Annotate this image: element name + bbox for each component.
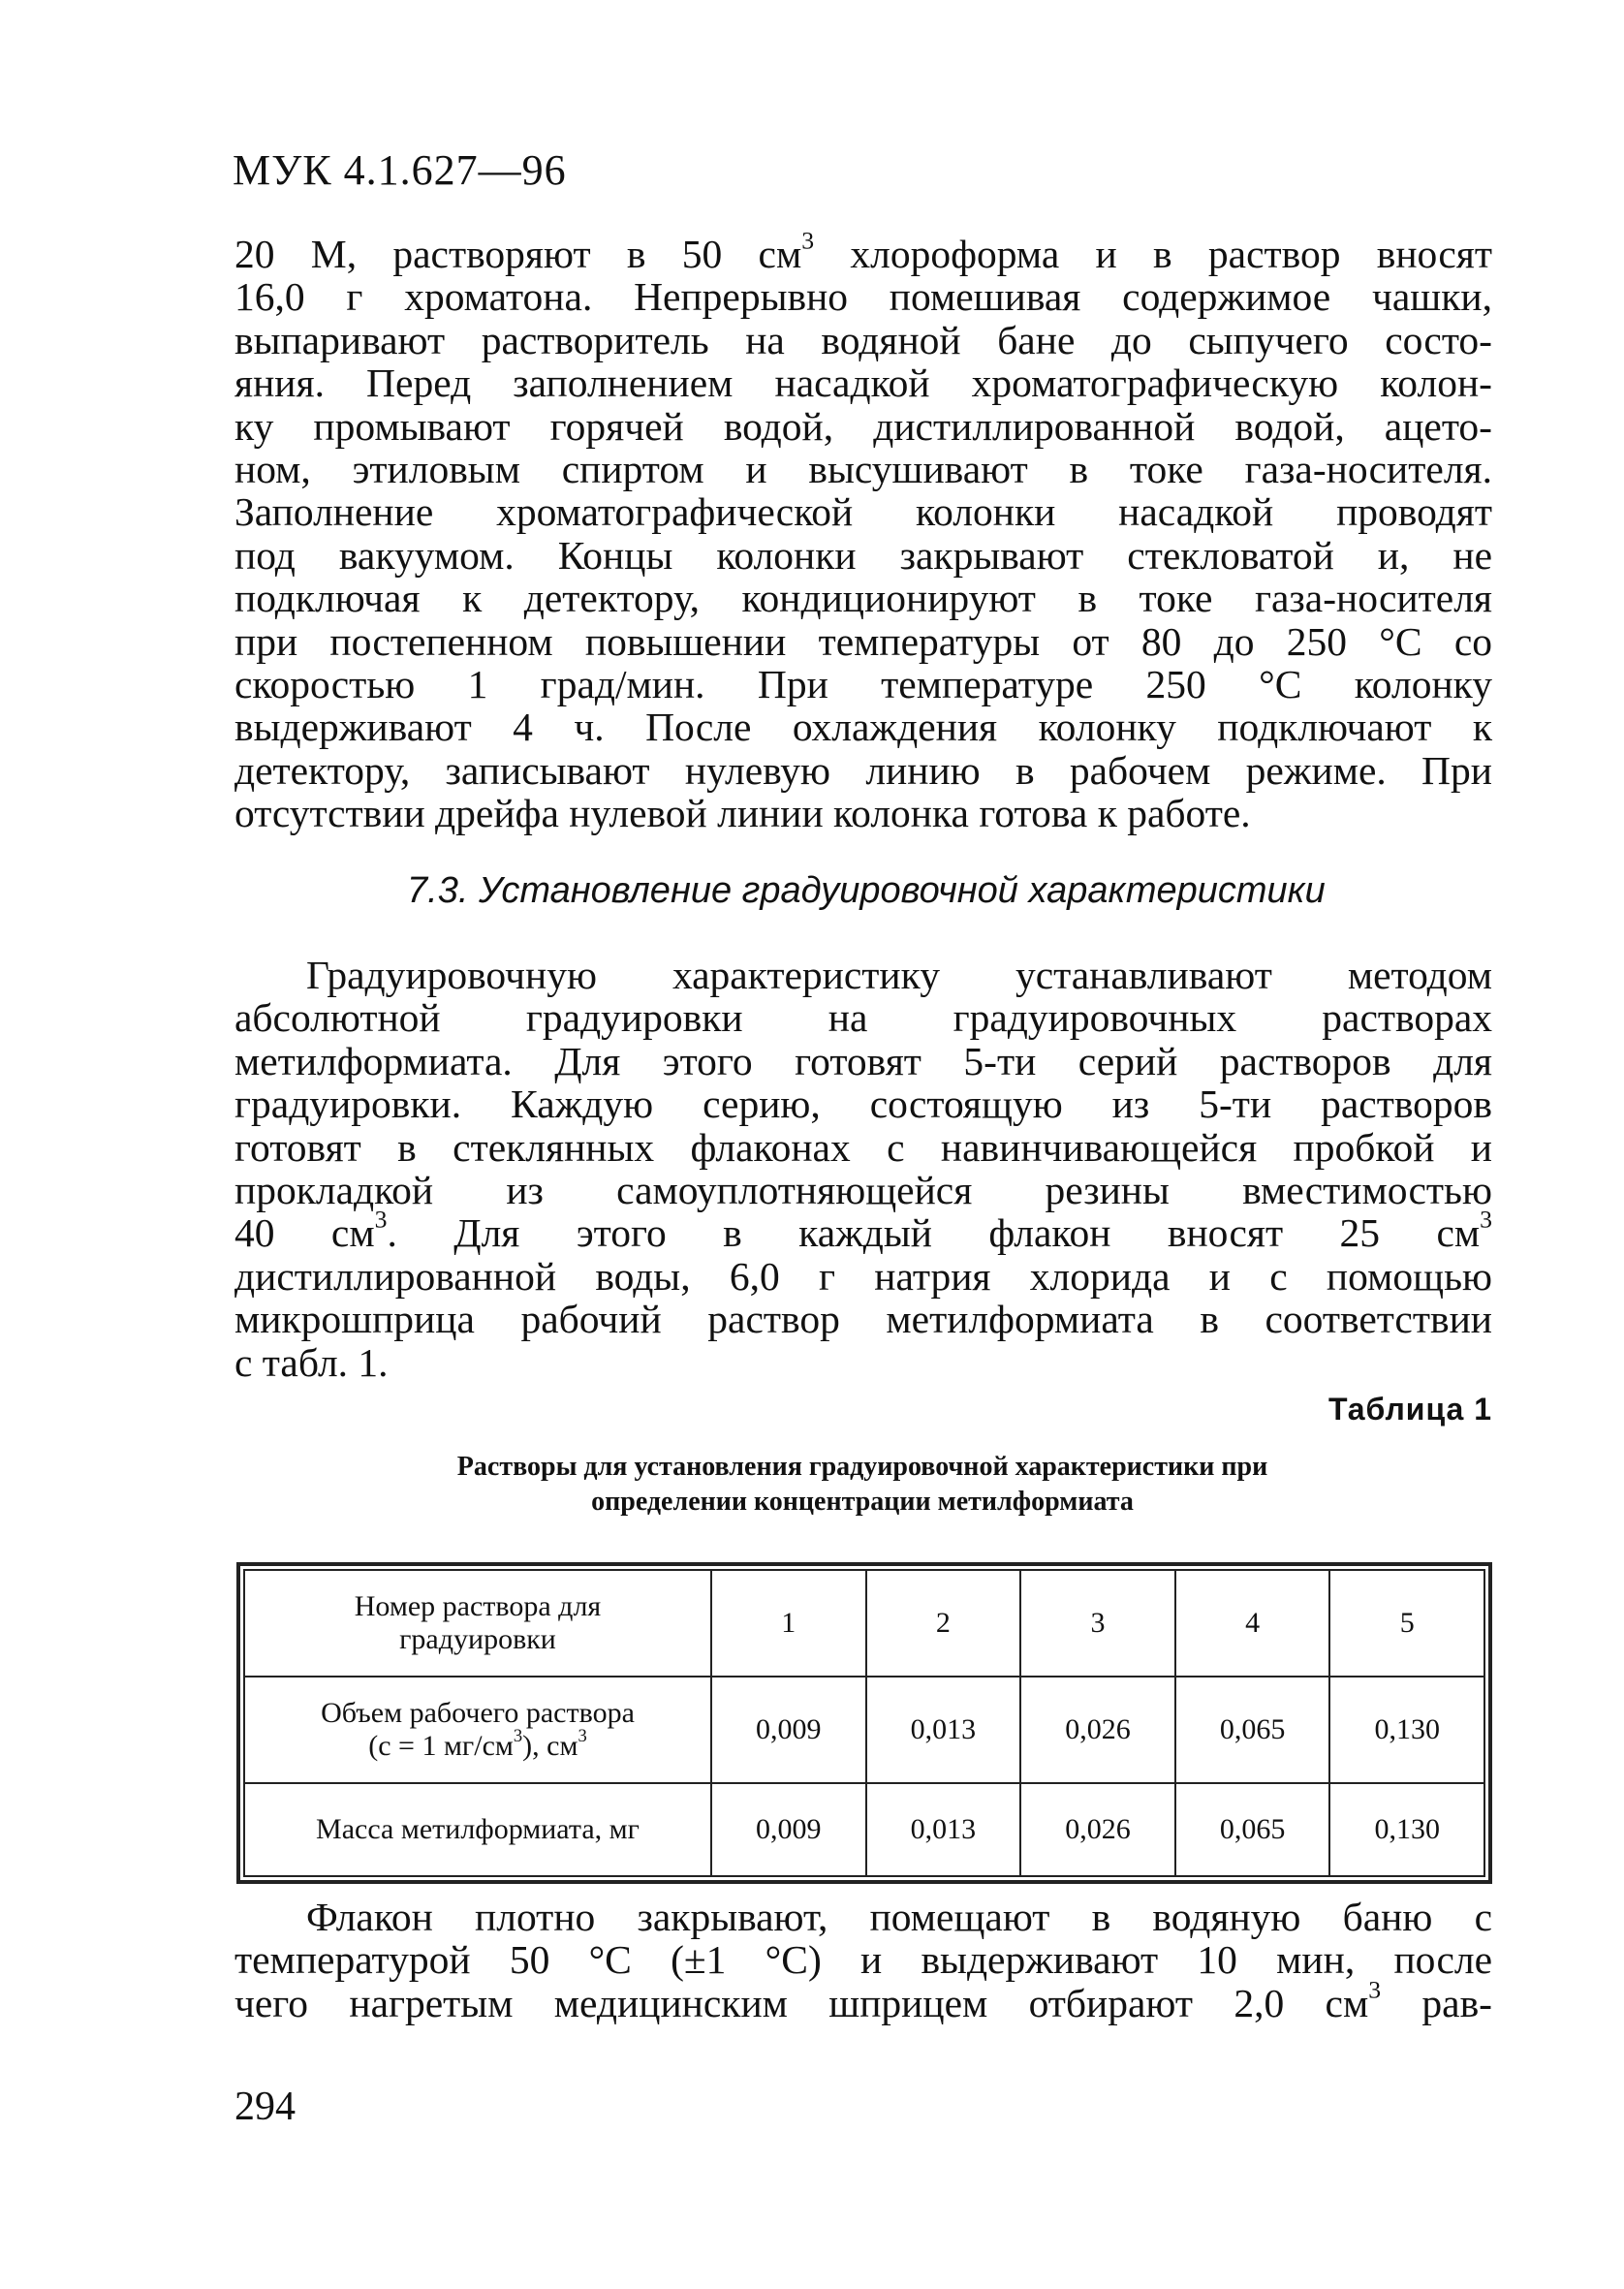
paragraph-column-preparation [234, 226, 1492, 836]
table-cell: 0,065 [1175, 1677, 1330, 1783]
row-header-solution-number [244, 1570, 711, 1677]
section-heading: 7.3. Установление градуировочной характеристики [407, 870, 1326, 911]
cell-text: Номер раствора для [354, 1590, 602, 1622]
document-code: МУК 4.1.627—96 [233, 146, 567, 194]
table-cell: 0,013 [866, 1783, 1021, 1876]
text-line: Градуировочную характеристику устанавливают методом [306, 953, 1492, 997]
text-line: метилформиата. Для этого готовят 5-ти серий растворов для [234, 1038, 1492, 1083]
table-cell: 0,009 [711, 1677, 866, 1783]
table-cell: 0,009 [711, 1783, 866, 1876]
table-cell: 0,130 [1329, 1783, 1484, 1876]
text-line: 16,0 г хроматона. Непрерывно помешивая содержимое чашки, [234, 274, 1492, 320]
table-row-solution-number [244, 1570, 1484, 1677]
text-line: при постепенном повышении температуры от 80 до 250 °С со [234, 618, 1492, 664]
text-line: Заполнение хроматографической колонки насадкой проводят [234, 489, 1492, 535]
text-line: чего нагретым медицинским шприцем отбирают 2,0 $см^3$ рав- [234, 1975, 1492, 2025]
page-number: 294 [234, 2085, 296, 2129]
text-line: ном, этиловым спиртом и высушивают в токе газа-носителя. [234, 446, 1492, 491]
text-line: градуировки. Каждую серию, состоящую из 5-ти растворов [234, 1082, 1492, 1127]
text-line: готовят в стеклянных флаконах с навинчивающейся пробкой и [234, 1124, 1492, 1170]
cell-text: градуировки [399, 1623, 556, 1655]
text-line: прокладкой из самоуплотняющейся резины вместимостью [234, 1167, 1492, 1212]
calibration-table [243, 1569, 1485, 1877]
text-line: ку промывают горячей водой, дистиллированной водой, ацето- [234, 403, 1492, 449]
table-cell: 0,065 [1175, 1783, 1330, 1876]
text-line: яния. Перед заполнением насадкой хроматографическую колон- [234, 361, 1492, 406]
table-cell: 0,026 [1020, 1677, 1175, 1783]
text-line: Флакон плотно закрывают, помещают в водяную баню с [306, 1895, 1492, 1939]
paragraph-sampling [234, 1896, 1492, 2024]
text-line: отсутствии дрейфа нулевой линии колонка готова к работе. [234, 791, 1251, 836]
table-cell: 5 [1329, 1570, 1484, 1677]
table-label: Таблица 1 [1327, 1392, 1492, 1427]
paragraph-calibration [234, 954, 1492, 1384]
text-line: подключая к детектору, кондиционируют в токе газа-носителя [234, 576, 1492, 621]
table-caption-line: Растворы для установления градуировочной характеристики при [456, 1452, 1268, 1482]
text-line: скоростью 1 град/мин. При температуре 250 °С колонку [234, 661, 1492, 706]
text-line: абсолютной градуировки на градуировочных растворах [234, 995, 1492, 1041]
text-line: температурой 50 °С (±1 °С) и выдерживают 10 мин, после [234, 1937, 1492, 1983]
table-row-volume [244, 1677, 1484, 1783]
cell-text: Объем рабочего раствора [321, 1697, 635, 1729]
table-row-mass [244, 1783, 1484, 1876]
text-line: 40 $см^3$. Для этого в каждый флакон вносят 25 $см^3$ [234, 1206, 1492, 1256]
table-cell: 4 [1175, 1570, 1330, 1677]
table-cell: 3 [1020, 1570, 1175, 1677]
cell-text: (с = 1 $мг/см^3$), $см^3$ [368, 1726, 587, 1762]
text-line: с табл. 1. [234, 1339, 389, 1385]
text-line: детектору, записывают нулевую линию в рабочем режиме. При [234, 747, 1492, 793]
table-caption-line: определении концентрации метилформиата [591, 1487, 1134, 1517]
table-cell: 1 [711, 1570, 866, 1677]
text-line: выпаривают растворитель на водяной бане до сыпучего состо- [234, 317, 1492, 362]
table-caption [233, 1450, 1492, 1520]
text-line: под вакуумом. Концы колонки закрывают стекловатой и, не [234, 532, 1492, 578]
table-cell: 2 [866, 1570, 1021, 1677]
table-cell: 0,026 [1020, 1783, 1175, 1876]
text-line: 20 М, растворяют в 50 $см^3$ хлороформа и в раствор вносят [234, 226, 1492, 276]
row-header-volume [244, 1677, 711, 1783]
table-cell: 0,013 [866, 1677, 1021, 1783]
text-line: микрошприца рабочий раствор метилформиата в соответствии [234, 1297, 1492, 1342]
table-frame [236, 1562, 1492, 1884]
table-cell: 0,130 [1329, 1677, 1484, 1783]
row-header-mass: Масса метилформиата, мг [244, 1783, 711, 1876]
text-line: выдерживают 4 ч. После охлаждения колонку подключают к [234, 705, 1492, 750]
text-line: дистиллированной воды, 6,0 г натрия хлорида и с помощью [234, 1253, 1492, 1299]
